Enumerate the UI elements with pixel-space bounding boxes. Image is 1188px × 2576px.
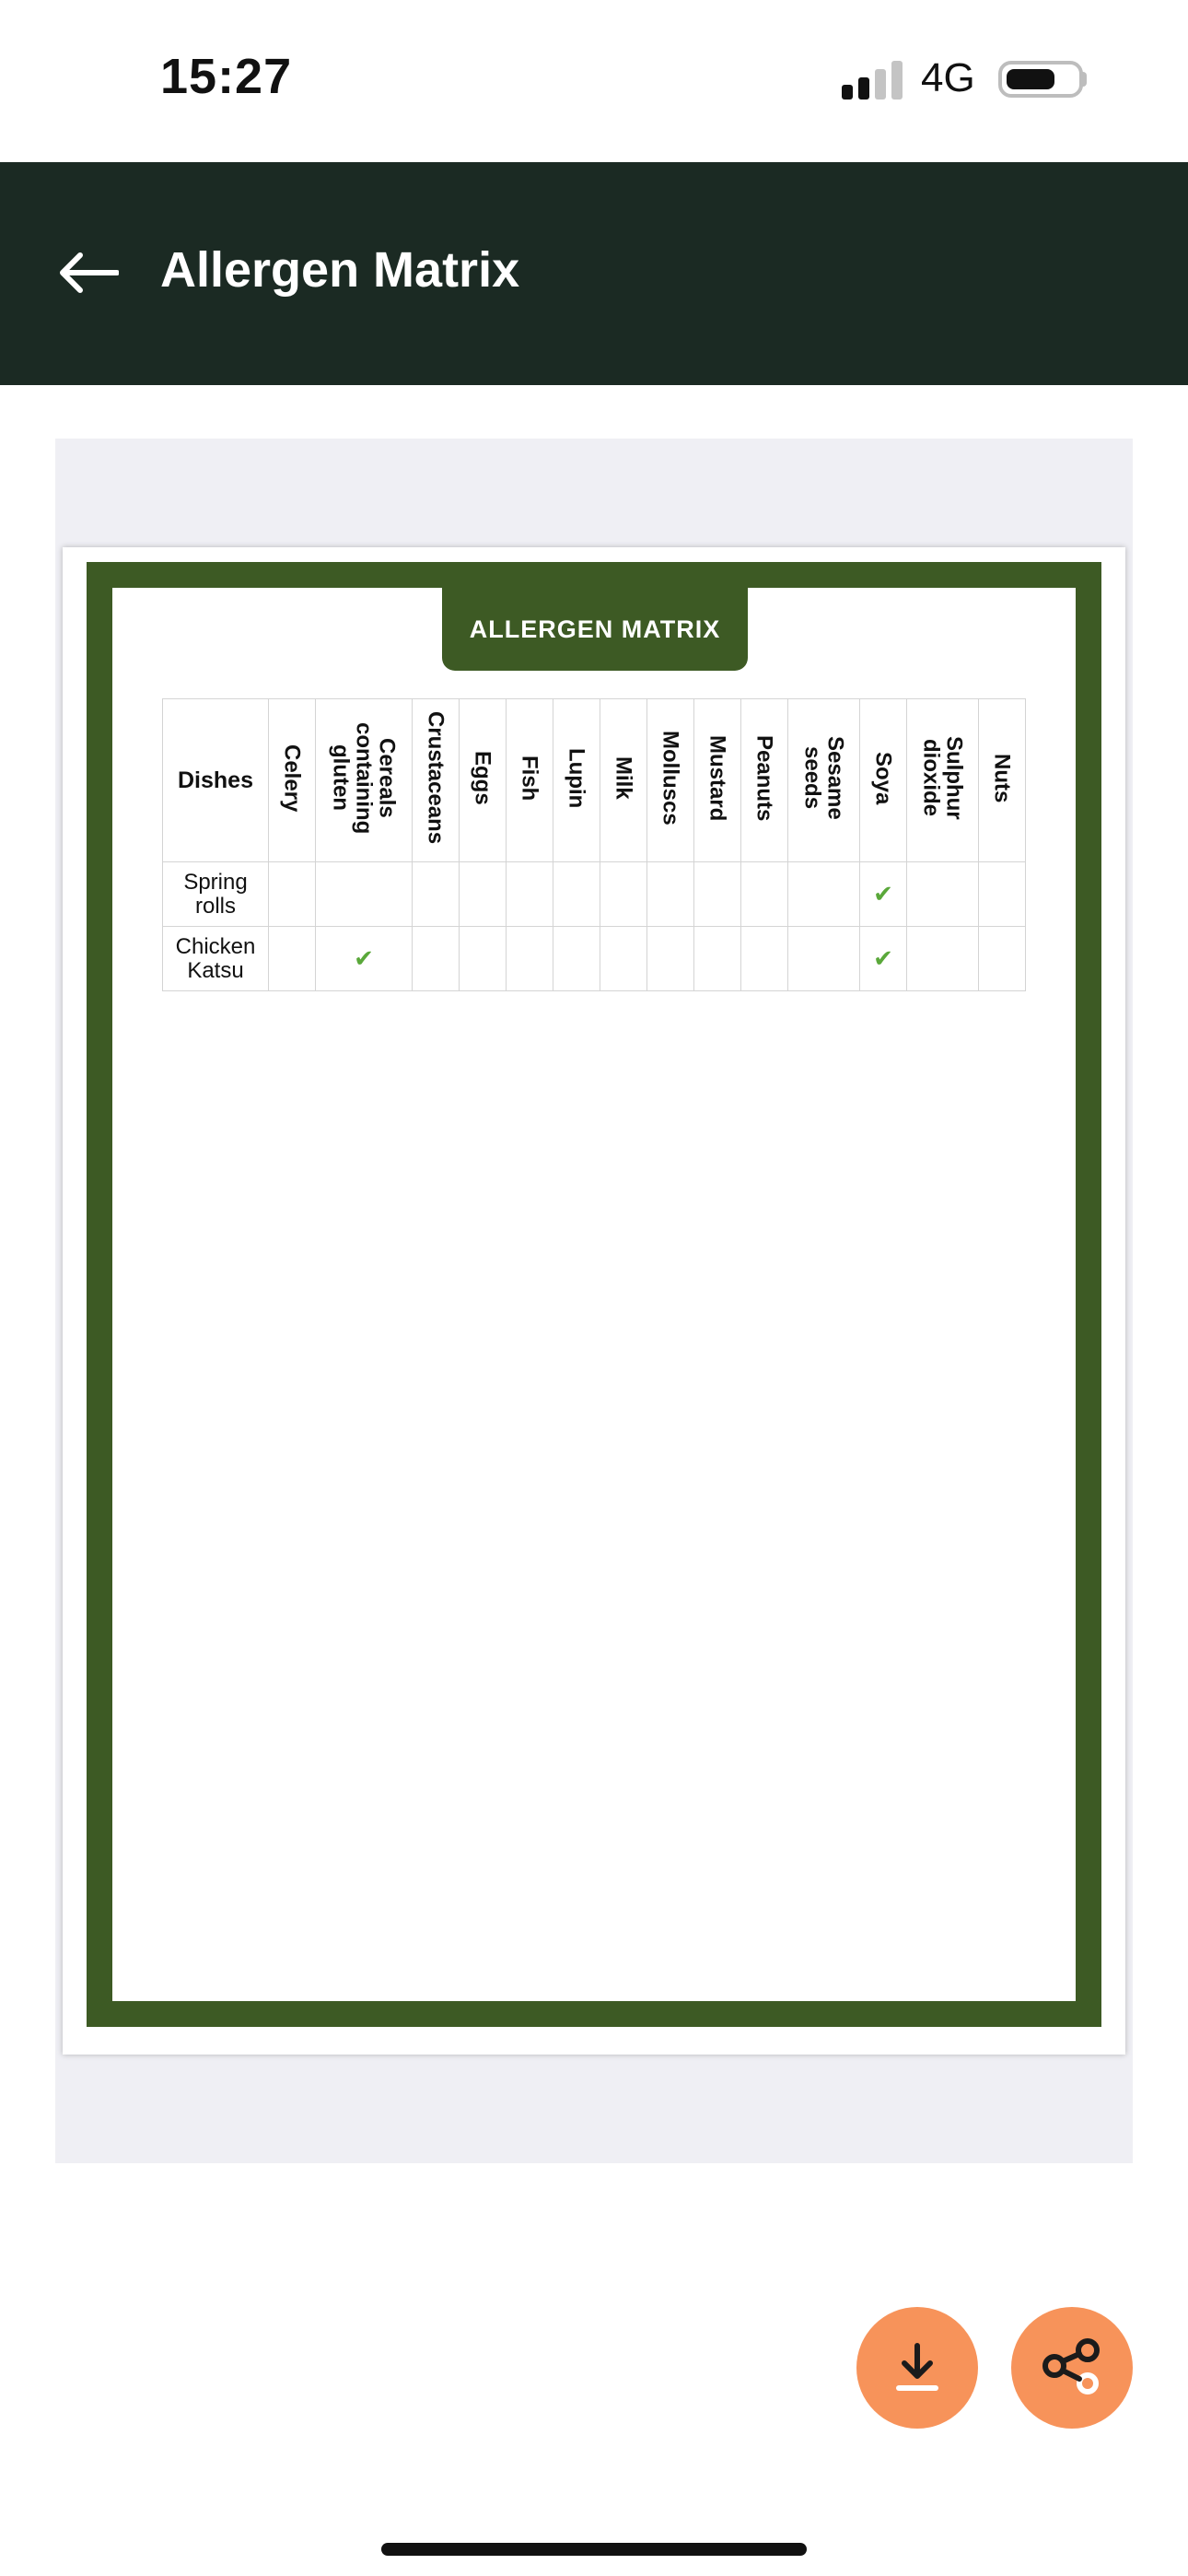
allergen-label: Fish: [517, 755, 542, 802]
table-row: [163, 862, 1026, 927]
page-title: Allergen Matrix: [160, 242, 520, 298]
battery-level: [1007, 69, 1054, 89]
allergen-cell: [907, 862, 979, 927]
matrix-badge: ALLERGEN MATRIX: [442, 588, 748, 671]
allergen-header: [269, 699, 316, 862]
check-icon: ✔: [873, 880, 893, 907]
allergen-header: [553, 699, 600, 862]
check-icon: ✔: [873, 944, 893, 972]
status-time: 15:27: [160, 49, 293, 104]
allergen-cell: [860, 927, 907, 991]
allergen-cell: [741, 862, 788, 927]
allergen-cell: [788, 927, 860, 991]
allergen-header: [507, 699, 553, 862]
page-border: [87, 562, 1101, 2027]
check-icon: ✔: [354, 944, 374, 972]
allergen-cell: [269, 927, 316, 991]
page-content: [112, 588, 1076, 2001]
download-button[interactable]: [856, 2307, 978, 2429]
allergen-header: [694, 699, 741, 862]
share-button[interactable]: [1011, 2307, 1133, 2429]
allergen-cell: [460, 862, 507, 927]
allergen-cell: [741, 927, 788, 991]
allergen-cell: [316, 862, 413, 927]
allergen-cell: [413, 927, 460, 991]
allergen-label: Lupin: [564, 747, 589, 809]
allergen-cell: [600, 862, 647, 927]
app-header: [0, 162, 1188, 385]
allergen-label: Sulphur dioxide: [918, 736, 967, 820]
allergen-label: Sesame seeds: [799, 736, 848, 820]
allergen-cell: [647, 862, 694, 927]
allergen-cell: [860, 862, 907, 927]
dish-name: Spring rolls: [163, 862, 269, 927]
allergen-header: [741, 699, 788, 862]
network-label: 4G: [921, 55, 975, 100]
allergen-cell: [694, 862, 741, 927]
allergen-label: Soya: [870, 751, 896, 805]
allergen-cell: [269, 862, 316, 927]
back-button[interactable]: [52, 236, 125, 310]
home-indicator[interactable]: [381, 2543, 807, 2556]
allergen-header: [860, 699, 907, 862]
allergen-header: [600, 699, 647, 862]
allergen-label: Peanuts: [751, 734, 777, 822]
allergen-label: Nuts: [989, 753, 1015, 803]
allergen-header: [413, 699, 460, 862]
allergen-header: [316, 699, 413, 862]
allergen-cell: [507, 862, 553, 927]
share-icon: [1040, 2336, 1104, 2400]
allergen-cell: [788, 862, 860, 927]
allergen-cell: [907, 927, 979, 991]
allergen-header: [979, 699, 1026, 862]
allergen-label: Celery: [279, 744, 305, 813]
allergen-cell: [979, 862, 1026, 927]
allergen-table: [162, 698, 1026, 991]
allergen-header: [788, 699, 860, 862]
allergen-cell: [647, 927, 694, 991]
allergen-cell: [553, 862, 600, 927]
allergen-cell: [600, 927, 647, 991]
allergen-cell: [316, 927, 413, 991]
arrow-left-icon: [58, 252, 119, 294]
status-bar: [0, 0, 1188, 162]
table-header-row: [163, 699, 1026, 862]
allergen-cell: [979, 927, 1026, 991]
pdf-page: [63, 547, 1125, 2055]
allergen-header: [647, 699, 694, 862]
battery-icon: [998, 61, 1083, 98]
allergen-cell: [460, 927, 507, 991]
signal-icon: [842, 61, 903, 100]
dish-name: Chicken Katsu: [163, 927, 269, 991]
allergen-label: Cereals containing gluten: [328, 721, 400, 835]
allergen-label: Crustaceans: [423, 711, 448, 845]
download-icon: [890, 2340, 945, 2395]
allergen-header: [460, 699, 507, 862]
allergen-label: Eggs: [470, 751, 495, 805]
allergen-label: Mustard: [705, 734, 730, 822]
allergen-label: Molluscs: [658, 731, 683, 825]
allergen-header: [907, 699, 979, 862]
allergen-cell: [413, 862, 460, 927]
dishes-header: Dishes: [163, 699, 269, 862]
battery-tip: [1081, 72, 1087, 87]
allergen-cell: [507, 927, 553, 991]
table-body: [163, 862, 1026, 991]
allergen-cell: [553, 927, 600, 991]
allergen-label: Milk: [611, 756, 636, 800]
allergen-cell: [694, 927, 741, 991]
table-row: [163, 927, 1026, 991]
